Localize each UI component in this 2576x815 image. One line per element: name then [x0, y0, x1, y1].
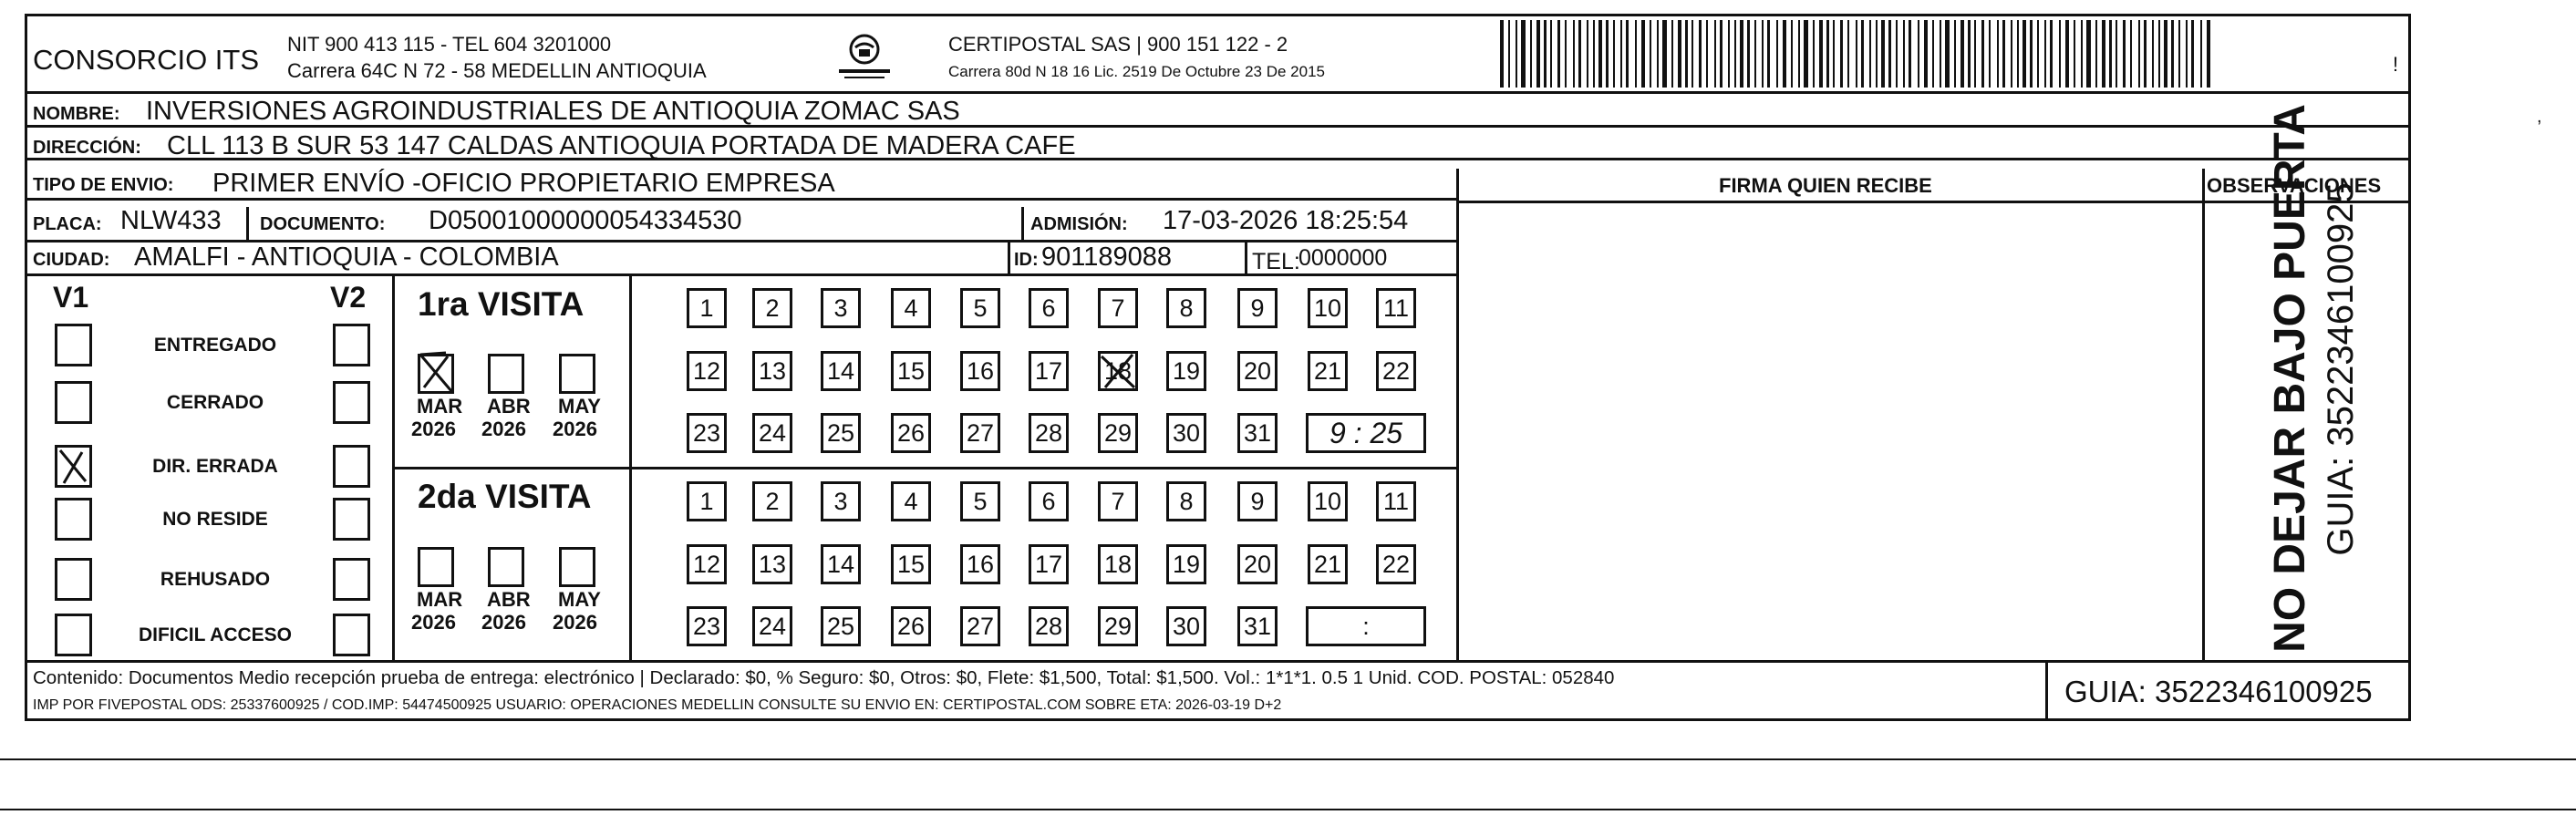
- day-checkbox[interactable]: 21: [1308, 351, 1348, 391]
- day-checkbox[interactable]: 6: [1029, 481, 1069, 521]
- license-line: Carrera 80d N 18 16 Lic. 2519 De Octubre 23 De 2015: [948, 63, 1325, 80]
- day-checkbox[interactable]: 20: [1237, 544, 1278, 584]
- day-checkbox[interactable]: 15: [891, 544, 931, 584]
- day-checkbox[interactable]: 12: [687, 544, 727, 584]
- year-label: 2026: [411, 611, 456, 634]
- v1-checkbox[interactable]: [55, 498, 92, 541]
- day-checkbox[interactable]: 11: [1376, 288, 1416, 328]
- barcode-bar: [2086, 20, 2091, 88]
- placa-label: PLACA:: [33, 214, 102, 234]
- barcode-bar: [2011, 20, 2012, 88]
- day-checkbox[interactable]: 24: [752, 606, 792, 646]
- visit-divider: [392, 467, 1456, 469]
- v1-checkbox[interactable]: [55, 558, 92, 601]
- day-checkbox[interactable]: 1: [687, 288, 727, 328]
- barcode-bar: [1791, 20, 1793, 88]
- barcode-bar: [1954, 20, 1956, 88]
- time-field[interactable]: 9 : 25: [1306, 413, 1426, 453]
- admision-label: ADMISIÓN:: [1030, 214, 1128, 234]
- month-label: MAR: [417, 395, 463, 418]
- guia-box-divider: [2045, 660, 2048, 721]
- barcode-bar: [1536, 20, 1540, 88]
- tipo-envio-label: TIPO DE ENVIO:: [33, 175, 174, 195]
- barcode-bar: [1881, 20, 1885, 88]
- month-checkbox[interactable]: [559, 354, 595, 394]
- day-checkbox[interactable]: 7: [1098, 481, 1138, 521]
- observaciones-header: OBSERVACIONES: [2207, 174, 2382, 197]
- day-checkbox[interactable]: 30: [1166, 606, 1206, 646]
- barcode-bar: [1819, 20, 1823, 88]
- barcode-bar: [1699, 20, 1702, 88]
- barcode-bar: [2102, 20, 2105, 88]
- day-checkbox[interactable]: 16: [960, 351, 1000, 391]
- month-checkbox[interactable]: [418, 354, 454, 394]
- year-label: 2026: [411, 418, 456, 440]
- status-label: ENTREGADO: [153, 335, 277, 356]
- barcode-bar: [2037, 20, 2039, 88]
- day-checkbox[interactable]: 19: [1166, 351, 1206, 391]
- day-checkbox[interactable]: 26: [891, 413, 931, 453]
- barcode-bar: [2059, 20, 2061, 88]
- barcode-bar: [1500, 20, 1504, 88]
- month-label: MAY: [558, 395, 601, 418]
- v2-checkbox[interactable]: [333, 381, 370, 424]
- side-guia: GUIA: 3522346100925: [2321, 182, 2361, 556]
- barcode-bar: [2191, 20, 2194, 88]
- month-checkbox[interactable]: [418, 547, 454, 587]
- barcode-bar: [1876, 20, 1878, 88]
- barcode-bar: [2130, 20, 2132, 88]
- barcode-bar: [1662, 20, 1667, 88]
- side-warning: NO DEJAR BAJO PUERTA: [2266, 104, 2314, 653]
- id-label: ID:: [1014, 250, 1039, 270]
- v2-checkbox[interactable]: [333, 614, 370, 656]
- address-line: Carrera 64C N 72 - 58 MEDELLIN ANTIOQUIA: [287, 59, 707, 82]
- v2-checkbox[interactable]: [333, 498, 370, 541]
- day-checkbox[interactable]: 5: [960, 481, 1000, 521]
- status-label: CERRADO: [166, 392, 264, 413]
- barcode-bar: [1598, 20, 1602, 88]
- day-checkbox[interactable]: 24: [752, 413, 792, 453]
- status-label: DIR. ERRADA: [152, 456, 278, 477]
- year-label: 2026: [481, 611, 526, 634]
- day-checkbox[interactable]: 17: [1029, 544, 1069, 584]
- barcode-bar: [1861, 20, 1864, 88]
- barcode-bar: [2207, 20, 2210, 88]
- v1-label: V1: [53, 281, 89, 314]
- v2-label: V2: [330, 281, 367, 314]
- day-checkbox[interactable]: 5: [960, 288, 1000, 328]
- day-checkbox[interactable]: 15: [891, 351, 931, 391]
- barcode-bar: [1945, 20, 1950, 88]
- time-field[interactable]: :: [1306, 606, 1426, 646]
- barcode-bar: [1641, 20, 1645, 88]
- barcode-bar: [2023, 20, 2026, 88]
- direccion-label: DIRECCIÓN:: [33, 138, 141, 158]
- day-checkbox[interactable]: 23: [687, 606, 727, 646]
- barcode-bar: [1587, 20, 1588, 88]
- day-checkbox[interactable]: 18: [1098, 351, 1138, 391]
- nit-line: NIT 900 413 115 - TEL 604 3201000: [287, 33, 612, 56]
- day-checkbox[interactable]: 8: [1166, 481, 1206, 521]
- day-checkbox[interactable]: 9: [1237, 288, 1278, 328]
- barcode-bar: [1550, 20, 1552, 88]
- year-label: 2026: [553, 611, 597, 634]
- month-checkbox[interactable]: [559, 547, 595, 587]
- ciudad-label: CIUDAD:: [33, 250, 110, 270]
- v2-checkbox[interactable]: [333, 445, 370, 488]
- footer-divider: [25, 660, 2411, 663]
- margin-mark: !: [2393, 53, 2399, 76]
- barcode-bar: [2164, 20, 2167, 88]
- barcode-bar: [1685, 20, 1688, 88]
- tracking-barcode: [1500, 0, 2229, 91]
- day-checkbox[interactable]: 12: [687, 351, 727, 391]
- id-divider: [1008, 240, 1010, 273]
- second-visit-title: 2da VISITA: [418, 478, 592, 515]
- barcode-bar: [1798, 20, 1800, 88]
- placa-divider: [246, 207, 249, 240]
- day-checkbox[interactable]: 16: [960, 544, 1000, 584]
- barcode-bar: [1593, 20, 1595, 88]
- v1-checkbox[interactable]: [55, 381, 92, 424]
- day-checkbox[interactable]: 30: [1166, 413, 1206, 453]
- barcode-bar: [2178, 20, 2180, 88]
- status-label: REHUSADO: [160, 569, 271, 590]
- admision-divider: [1021, 207, 1024, 240]
- direccion-value: CLL 113 B SUR 53 147 CALDAS ANTIOQUIA PORTADA DE MADERA CAFE: [167, 131, 1076, 160]
- barcode-bar: [2030, 20, 2033, 88]
- barcode-bar: [1804, 20, 1808, 88]
- barcode-bar: [1635, 20, 1637, 88]
- barcode-bar: [1974, 20, 1976, 88]
- day-checkbox[interactable]: 17: [1029, 351, 1069, 391]
- scan-line: [0, 809, 2576, 810]
- day-checkbox[interactable]: 9: [1237, 481, 1278, 521]
- month-label: ABR: [487, 588, 531, 611]
- barcode-bar: [1813, 20, 1815, 88]
- barcode-bar: [1903, 20, 1905, 88]
- day-checkbox[interactable]: 14: [821, 544, 861, 584]
- day-checkbox[interactable]: 4: [891, 288, 931, 328]
- month-label: MAY: [558, 588, 601, 611]
- barcode-bar: [1924, 20, 1928, 88]
- barcode-bar: [1706, 20, 1708, 88]
- day-checkbox[interactable]: 8: [1166, 288, 1206, 328]
- barcode-bar: [1776, 20, 1778, 88]
- day-checkbox[interactable]: 25: [821, 413, 861, 453]
- barcode-bar: [2171, 20, 2174, 88]
- barcode-bar: [1981, 20, 1984, 88]
- barcode-bar: [1888, 20, 1891, 88]
- barcode-bar: [1691, 20, 1693, 88]
- barcode-bar: [2017, 20, 2019, 88]
- footer-content-line: Contenido: Documentos Medio recepción prueba de entrega: electrónico | Declarado: $0, % Seguro: $0, Otros: $0, Flete: $1,500, Total: $1,500. Vol.: 1*1*1. 0.5 1 Unid. COD. POSTAL: 052840: [33, 667, 1615, 688]
- row-divider: [25, 273, 1456, 276]
- barcode-bar: [2044, 20, 2046, 88]
- day-checkbox[interactable]: 2: [752, 481, 792, 521]
- admision-value: 17-03-2026 18:25:54: [1163, 206, 1409, 235]
- barcode-bar: [1840, 20, 1843, 88]
- month-checkbox[interactable]: [488, 354, 524, 394]
- barcode-bar: [1847, 20, 1849, 88]
- day-checkbox[interactable]: 21: [1308, 544, 1348, 584]
- barcode-bar: [1544, 20, 1547, 88]
- barcode-bar: [1918, 20, 1919, 88]
- barcode-bar: [1909, 20, 1911, 88]
- barcode-bar: [2123, 20, 2126, 88]
- documento-value: D05001000000054334530: [429, 206, 742, 235]
- certipostal-line: CERTIPOSTAL SAS | 900 151 122 - 2: [948, 33, 1288, 56]
- id-value: 901189088: [1041, 242, 1173, 272]
- barcode-bar: [1932, 20, 1934, 88]
- v2-checkbox[interactable]: [333, 558, 370, 601]
- footer-guia: GUIA: 3522346100925: [2064, 675, 2373, 708]
- day-checkbox[interactable]: 26: [891, 606, 931, 646]
- tel-label: TEL:: [1252, 249, 1300, 274]
- day-checkbox[interactable]: 10: [1308, 288, 1348, 328]
- row-divider: [25, 198, 1456, 201]
- barcode-bar: [1869, 20, 1871, 88]
- observations-column-divider: [2202, 169, 2205, 660]
- day-checkbox[interactable]: 6: [1029, 288, 1069, 328]
- month-checkbox[interactable]: [488, 547, 524, 587]
- day-checkbox[interactable]: 4: [891, 481, 931, 521]
- barcode-bar: [1856, 20, 1857, 88]
- barcode-bar: [2116, 20, 2117, 88]
- barcode-bar: [1762, 20, 1764, 88]
- barcode-bar: [2200, 20, 2202, 88]
- barcode-bar: [1734, 20, 1736, 88]
- day-checkbox[interactable]: 7: [1098, 288, 1138, 328]
- barcode-bar: [2081, 20, 2083, 88]
- day-checkbox[interactable]: 13: [752, 544, 792, 584]
- barcode-bar: [2050, 20, 2053, 88]
- day-checkbox[interactable]: 31: [1237, 413, 1278, 453]
- barcode-bar: [1657, 20, 1659, 88]
- barcode-bar: [1960, 20, 1964, 88]
- day-checkbox[interactable]: 2: [752, 288, 792, 328]
- tipo-envio-value: PRIMER ENVÍO -OFICIO PROPIETARIO EMPRESA: [212, 169, 835, 198]
- nombre-label: NOMBRE:: [33, 104, 120, 124]
- barcode-bar: [1678, 20, 1681, 88]
- documento-label: DOCUMENTO:: [260, 214, 386, 234]
- day-checkbox[interactable]: 1: [687, 481, 727, 521]
- barcode-bar: [1783, 20, 1786, 88]
- barcode-bar: [1997, 20, 1999, 88]
- barcode-bar: [1508, 20, 1510, 88]
- status-label: NO RESIDE: [162, 509, 268, 530]
- year-label: 2026: [553, 418, 597, 440]
- day-checkbox[interactable]: 31: [1237, 606, 1278, 646]
- day-checkbox[interactable]: 23: [687, 413, 727, 453]
- placa-value: NLW433: [120, 206, 222, 235]
- footer-print-line: IMP POR FIVEPOSTAL ODS: 25337600925 / COD.IMP: 54474500925 USUARIO: OPERACIONES MEDELLIN CONSULTE SU ENVIO EN: CERTIPOSTAL.COM SOBRE ETA: 2026-03-19 D+2: [33, 697, 1282, 713]
- day-checkbox[interactable]: 19: [1166, 544, 1206, 584]
- barcode-bar: [2144, 20, 2147, 88]
- barcode-bar: [1714, 20, 1716, 88]
- status-label: DIFICIL ACCESO: [138, 624, 292, 645]
- day-checkbox[interactable]: 11: [1376, 481, 1416, 521]
- day-checkbox[interactable]: 18: [1098, 544, 1138, 584]
- day-checkbox[interactable]: 22: [1376, 351, 1416, 391]
- company-name: CONSORCIO ITS: [33, 44, 260, 76]
- barcode-bar: [1530, 20, 1532, 88]
- barcode-bar: [1720, 20, 1723, 88]
- barcode-bar: [1650, 20, 1651, 88]
- v1-checkbox[interactable]: [55, 445, 92, 488]
- margin-mark: ,: [2537, 107, 2542, 127]
- firma-header: FIRMA QUIEN RECIBE: [1719, 174, 1932, 197]
- day-checkbox[interactable]: 13: [752, 351, 792, 391]
- certipostal-logo: [832, 31, 897, 84]
- day-checkbox[interactable]: 22: [1376, 544, 1416, 584]
- v1-checkbox[interactable]: [55, 614, 92, 656]
- barcode-bar: [2095, 20, 2097, 88]
- barcode-bar: [2152, 20, 2154, 88]
- day-checkbox[interactable]: 28: [1029, 413, 1069, 453]
- barcode-bar: [2002, 20, 2005, 88]
- barcode-bar: [1728, 20, 1730, 88]
- day-checkbox[interactable]: 20: [1237, 351, 1278, 391]
- day-checkbox[interactable]: 28: [1029, 606, 1069, 646]
- barcode-bar: [1613, 20, 1615, 88]
- tel-divider: [1245, 240, 1247, 273]
- first-visit-title: 1ra VISITA: [418, 285, 585, 323]
- barcode-bar: [2065, 20, 2069, 88]
- day-checkbox[interactable]: 25: [821, 606, 861, 646]
- day-checkbox[interactable]: 29: [1098, 606, 1138, 646]
- barcode-bar: [1626, 20, 1629, 88]
- day-checkbox[interactable]: 3: [821, 481, 861, 521]
- header-divider: [25, 91, 2411, 94]
- barcode-bar: [2138, 20, 2140, 88]
- barcode-bar: [1740, 20, 1743, 88]
- day-checkbox[interactable]: 27: [960, 413, 1000, 453]
- month-label: MAR: [417, 588, 463, 611]
- barcode-bar: [2074, 20, 2075, 88]
- signature-column-divider: [1456, 169, 1459, 660]
- tel-value: 0000000: [1298, 245, 1388, 271]
- scan-line: [0, 758, 2576, 760]
- v2-checkbox[interactable]: [333, 324, 370, 366]
- barcode-bar: [1896, 20, 1898, 88]
- month-label: ABR: [487, 395, 531, 418]
- barcode-bar: [1968, 20, 1971, 88]
- barcode-bar: [1557, 20, 1560, 88]
- barcode-bar: [2158, 20, 2160, 88]
- ciudad-value: AMALFI - ANTIOQUIA - COLOMBIA: [134, 242, 559, 272]
- barcode-bar: [2109, 20, 2112, 88]
- day-checkbox[interactable]: 27: [960, 606, 1000, 646]
- barcode-bar: [1747, 20, 1750, 88]
- barcode-bar: [1573, 20, 1575, 88]
- day-checkbox[interactable]: 10: [1308, 481, 1348, 521]
- barcode-bar: [1565, 20, 1567, 88]
- barcode-bar: [1767, 20, 1770, 88]
- barcode-bar: [1606, 20, 1609, 88]
- barcode-bar: [1521, 20, 1526, 88]
- year-label: 2026: [481, 418, 526, 440]
- barcode-bar: [1833, 20, 1835, 88]
- barcode-bar: [1989, 20, 1991, 88]
- barcode-bar: [1671, 20, 1673, 88]
- v1-checkbox[interactable]: [55, 324, 92, 366]
- barcode-bar: [2186, 20, 2188, 88]
- barcode-bar: [1754, 20, 1756, 88]
- barcode-bar: [1516, 20, 1517, 88]
- day-checkbox[interactable]: 14: [821, 351, 861, 391]
- nombre-value: INVERSIONES AGROINDUSTRIALES DE ANTIOQUIA ZOMAC SAS: [146, 97, 960, 126]
- barcode-bar: [1826, 20, 1829, 88]
- day-checkbox[interactable]: 29: [1098, 413, 1138, 453]
- barcode-bar: [1620, 20, 1622, 88]
- barcode-bar: [1578, 20, 1581, 88]
- barcode-bar: [1940, 20, 1941, 88]
- day-checkbox[interactable]: 3: [821, 288, 861, 328]
